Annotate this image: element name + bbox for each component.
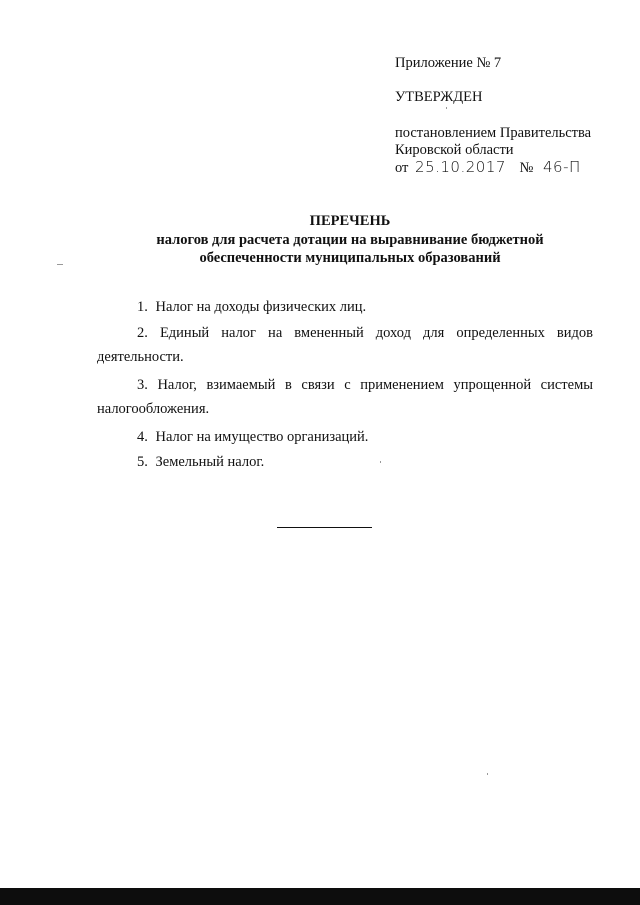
title-line-2: обеспеченности муниципальных образований (199, 250, 501, 266)
list-item-3-line-2: налогообложения. (97, 401, 210, 417)
handwritten-number: 46-П (543, 158, 581, 176)
item-number: 2. (137, 325, 148, 341)
appendix-label: Приложение № 7 (395, 55, 502, 71)
number-sign: № (519, 160, 534, 176)
item-number: 4. (137, 429, 148, 445)
scan-speck (380, 461, 381, 463)
list-item-1 (137, 298, 366, 316)
title-line-1: налогов для расчета дотации на выравнивание бюджетной (156, 232, 544, 248)
list-item-5 (137, 453, 264, 471)
item-text: Налог, взимаемый в связи с применением упрощенной системы (157, 377, 593, 393)
decree-date-line (395, 158, 581, 177)
scan-speck (446, 107, 447, 109)
scan-bottom-edge (0, 888, 640, 905)
item-number: 5. (137, 454, 148, 470)
item-text: Единый налог на вмененный доход для определенных видов (159, 325, 593, 341)
list-item-2-line-1 (137, 324, 593, 342)
item-text: Налог на имущество организаций. (155, 429, 369, 445)
handwritten-date: 25.10.2017 (415, 158, 506, 176)
item-number: 1. (137, 299, 148, 315)
document-title: ПЕРЕЧЕНЬ (309, 213, 391, 229)
decree-line-1: постановлением Правительства (395, 125, 592, 141)
date-prefix: от (395, 160, 409, 176)
approved-label: УТВЕРЖДЕН (395, 89, 483, 105)
list-item-3-line-1 (137, 376, 593, 394)
closing-divider (277, 527, 372, 528)
list-item-2-line-2: деятельности. (97, 349, 184, 365)
item-text: Земельный налог. (155, 454, 265, 470)
item-text: Налог на доходы физических лиц. (155, 299, 367, 315)
scan-speck (57, 264, 63, 265)
scan-speck (487, 773, 488, 775)
item-number: 3. (137, 377, 148, 393)
decree-line-2: Кировской области (395, 142, 514, 158)
list-item-4 (137, 428, 368, 446)
